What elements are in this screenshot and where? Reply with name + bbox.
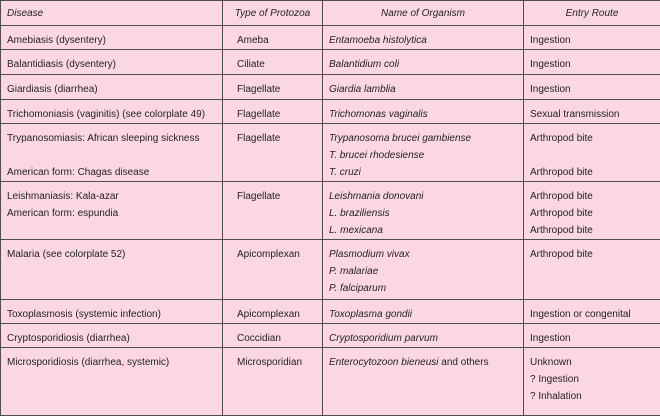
disease-cell: Trichomoniasis (vaginitis) (see colorplate 49) xyxy=(1,100,223,124)
entry-cell: Arthropod bite Arthropod bite xyxy=(524,124,660,182)
entry-cell: Ingestion or congenital xyxy=(524,300,660,324)
table-row xyxy=(1,348,660,416)
organism-cell: Plasmodium vivax P. malariae P. falciparum xyxy=(323,240,524,300)
table-row xyxy=(1,124,660,182)
disease-cell: Giardiasis (diarrhea) xyxy=(1,75,223,100)
type-cell: Ameba xyxy=(223,26,323,50)
table-row xyxy=(1,240,660,300)
disease-cell: Amebiasis (dysentery) xyxy=(1,26,223,50)
type-cell: Apicomplexan xyxy=(223,240,323,300)
organism-cell: Entamoeba histolytica xyxy=(323,26,524,50)
table-row xyxy=(1,182,660,240)
header-disease: Disease xyxy=(1,1,223,26)
table-row xyxy=(1,26,660,50)
disease-cell: Cryptosporidiosis (diarrhea) xyxy=(1,324,223,348)
table-row xyxy=(1,75,660,100)
organism-cell: Enterocytozoon bieneusi and others xyxy=(323,348,524,416)
disease-cell: Leishmaniasis: Kala-azar American form: espundia xyxy=(1,182,223,240)
table-row xyxy=(1,50,660,75)
type-cell: Flagellate xyxy=(223,124,323,182)
disease-cell: Toxoplasmosis (systemic infection) xyxy=(1,300,223,324)
organism-cell: Trichomonas vaginalis xyxy=(323,100,524,124)
disease-cell: Microsporidiosis (diarrhea, systemic) xyxy=(1,348,223,416)
type-cell: Apicomplexan xyxy=(223,300,323,324)
organism-cell: Toxoplasma gondii xyxy=(323,300,524,324)
entry-cell: Arthropod bite Arthropod bite Arthropod bite xyxy=(524,182,660,240)
entry-cell: Ingestion xyxy=(524,26,660,50)
entry-cell: Ingestion xyxy=(524,50,660,75)
type-cell: Ciliate xyxy=(223,50,323,75)
type-cell: Flagellate xyxy=(223,100,323,124)
table-row xyxy=(1,300,660,324)
entry-cell: Ingestion xyxy=(524,324,660,348)
organism-cell: Leishmania donovani L. braziliensis L. mexicana xyxy=(323,182,524,240)
table-row xyxy=(1,324,660,348)
type-cell: Coccidian xyxy=(223,324,323,348)
entry-cell: Unknown ? Ingestion ? Inhalation xyxy=(524,348,660,416)
organism-cell: Cryptosporidium parvum xyxy=(323,324,524,348)
entry-cell: Sexual transmission xyxy=(524,100,660,124)
type-cell: Flagellate xyxy=(223,182,323,240)
type-cell: Flagellate xyxy=(223,75,323,100)
header-entry: Entry Route xyxy=(524,1,660,26)
entry-cell: Arthropod bite xyxy=(524,240,660,300)
organism-cell: Balantidium coli xyxy=(323,50,524,75)
disease-cell: Malaria (see colorplate 52) xyxy=(1,240,223,300)
disease-cell: Trypanosomiasis: African sleeping sickness American form: Chagas disease xyxy=(1,124,223,182)
type-cell: Microsporidian xyxy=(223,348,323,416)
entry-cell: Ingestion xyxy=(524,75,660,100)
table-row xyxy=(1,100,660,124)
organism-cell: Trypanosoma brucei gambiense T. brucei rhodesiense T. cruzi xyxy=(323,124,524,182)
header-organism: Name of Organism xyxy=(323,1,524,26)
organism-cell: Giardia lamblia xyxy=(323,75,524,100)
header-row xyxy=(1,1,660,26)
disease-cell: Balantidiasis (dysentery) xyxy=(1,50,223,75)
header-type: Type of Protozoa xyxy=(223,1,323,26)
